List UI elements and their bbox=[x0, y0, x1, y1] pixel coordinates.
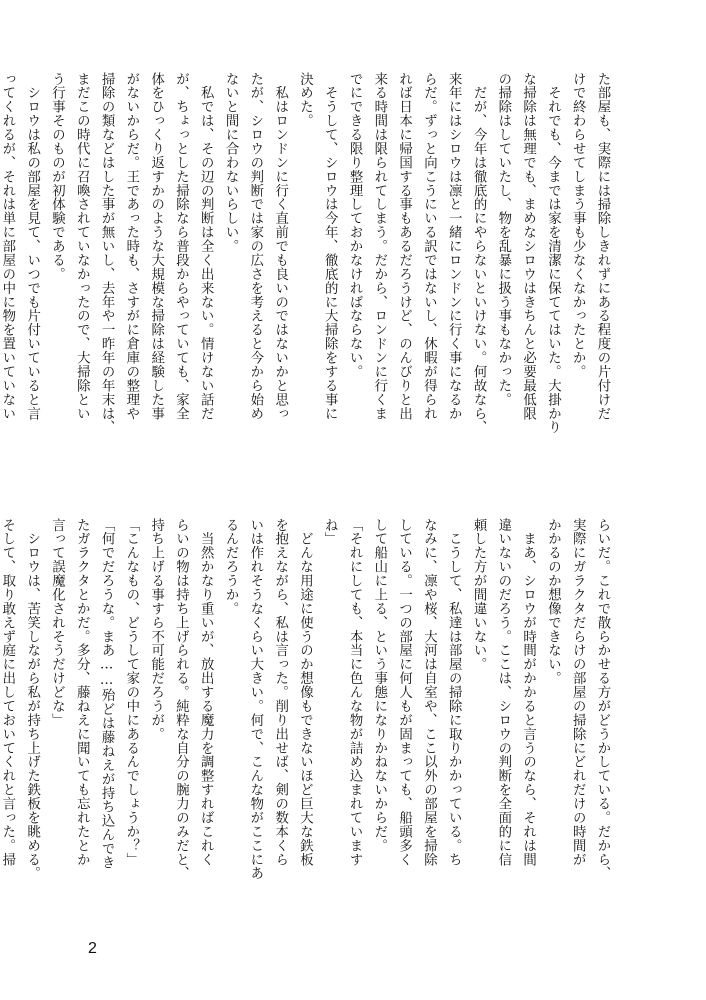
text-line: 「何でだろうな。まあ……殆どは藤ねえが持ち込んでき bbox=[99, 518, 115, 870]
text-line: 私では、その辺の判断は全く出来ない。情けない話だ bbox=[198, 72, 214, 421]
text-line: けで終わらせてしまう事も少なくなかったとか。 bbox=[570, 72, 586, 379]
text-line: して船山に上る、という事態になりかねないからだ。 bbox=[371, 518, 387, 853]
text-line: シロウは、苦笑しながら私が持ち上げた鉄板を眺める。 bbox=[24, 518, 40, 881]
page-number: 2 bbox=[88, 940, 97, 957]
text-line: 「こんなもの、どうして家の中にあるんでしょうか？」 bbox=[123, 518, 139, 867]
text-line: 実際にガラクタだらけの部屋の掃除にどれだけの時間が bbox=[570, 518, 586, 867]
text-line: 持ち上げる事すら不可能だろうが。 bbox=[148, 518, 164, 741]
text-line: シロウは私の部屋を見て、いつでも片付いていると言 bbox=[24, 72, 40, 421]
lower-text-block bbox=[0, 518, 614, 918]
text-line: 「それにしても、本当に色んな物が詰め込まれています bbox=[347, 518, 363, 867]
text-line: 私はロンドンに行く直前でも良いのではないかと思っ bbox=[272, 72, 288, 421]
text-line: がないからだ。王であった時も、さすがに倉庫の整理や bbox=[123, 72, 139, 421]
text-line: 頼した方が間違いない。 bbox=[471, 518, 487, 672]
text-line: かかるのか想像できない。 bbox=[545, 518, 561, 686]
text-line: こうして、私達は部屋の掃除に取りかかっている。ち bbox=[446, 518, 462, 867]
text-line: でにできる限り整理しておかなければならない。 bbox=[347, 72, 363, 379]
text-line: そうして、シロウは今年、徹底的に大掃除をする事に bbox=[322, 72, 338, 421]
text-line: るんだろうか。 bbox=[223, 518, 239, 616]
text-line: ね」 bbox=[322, 518, 338, 546]
text-line: ないと間に合わないらしい。 bbox=[223, 72, 239, 254]
text-line: している。一つの部屋に何人もが固まっても、船頭多く bbox=[396, 518, 412, 867]
text-line: らいの物は持ち上げられる。純粋な自分の腕力のみだと、 bbox=[173, 518, 189, 881]
text-line: 掃除の類などはした事が無いし、去年や一昨年の年末は、 bbox=[99, 72, 115, 435]
text-line: ってくれるが、それは単に部屋の中に物を置いていない bbox=[0, 72, 15, 421]
text-line: 言って誤魔化されそうだけどな」 bbox=[49, 518, 65, 728]
upper-text-block bbox=[0, 72, 614, 475]
text-line: 来る時間は限られてしまう。だから、ロンドンに行くま bbox=[371, 72, 387, 421]
text-line: らだ。ずっと向こうにいる訳ではないし、休暇が得られ bbox=[421, 72, 437, 421]
text-line: まだこの時代に召喚されていなかったので、大掃除とい bbox=[74, 72, 90, 421]
text-line: そして、取り敢えず庭に出しておいてくれと言った。掃 bbox=[0, 518, 15, 867]
text-line: 来年にはシロウは凛と一緒にロンドンに行く事になるか bbox=[446, 72, 462, 421]
text-line: た部屋も、実際には掃除しきれずにある程度の片付けだ bbox=[595, 72, 610, 421]
text-line: 決めた。 bbox=[297, 72, 313, 128]
text-line: どんな用途に使うのか想像もできないほど巨大な鉄板 bbox=[297, 518, 313, 867]
text-line: な掃除は無理でも、まめなシロウはきちんと必要最低限 bbox=[520, 72, 536, 421]
text-line: いは作れそうなくらい大きい。何で、こんな物がここにあ bbox=[247, 518, 263, 881]
text-line: らいだ。これで散らかせる方がどうかしている。だから、 bbox=[595, 518, 610, 881]
text-line: れば日本に帰国する事もあるだろうけど、のんびりと出 bbox=[396, 72, 412, 421]
text-line: を抱えながら、私は言った。削り出せば、剣の数本くら bbox=[272, 518, 288, 867]
text-line: 当然かなり重いが、放出する魔力を調整すればこれく bbox=[198, 518, 214, 867]
text-line: が、ちょっとした掃除なら普段からやっていても、家全 bbox=[173, 72, 189, 421]
text-line: それでも、今までは家を清潔に保ててはいた。大掛かり bbox=[545, 72, 561, 435]
text-line: う行事そのものが初体験である。 bbox=[49, 72, 65, 282]
text-line: たガラクタとかだ。多分、藤ねえに聞いても忘れたとか bbox=[74, 518, 90, 867]
text-line: 違いないのだろう。ここは、シロウの判断を全面的に信 bbox=[495, 518, 511, 867]
text-line: の掃除はしていたし、物を乱暴に扱う事もなかった。 bbox=[495, 72, 511, 407]
text-line: たが、シロウの判断では家の広さを考えると今から始め bbox=[247, 72, 263, 421]
text-line: 体をひっくり返すかのような大規模な掃除は経験した事 bbox=[148, 72, 164, 421]
text-line: まあ、シロウが時間がかかると言うのなら、それは間 bbox=[520, 518, 536, 867]
text-line: だが、今年は徹底的にやらないといけない。何故なら、 bbox=[471, 72, 487, 435]
text-line: なみに、凛や桜、大河は自室や、ここ以外の部屋を掃除 bbox=[421, 518, 437, 867]
